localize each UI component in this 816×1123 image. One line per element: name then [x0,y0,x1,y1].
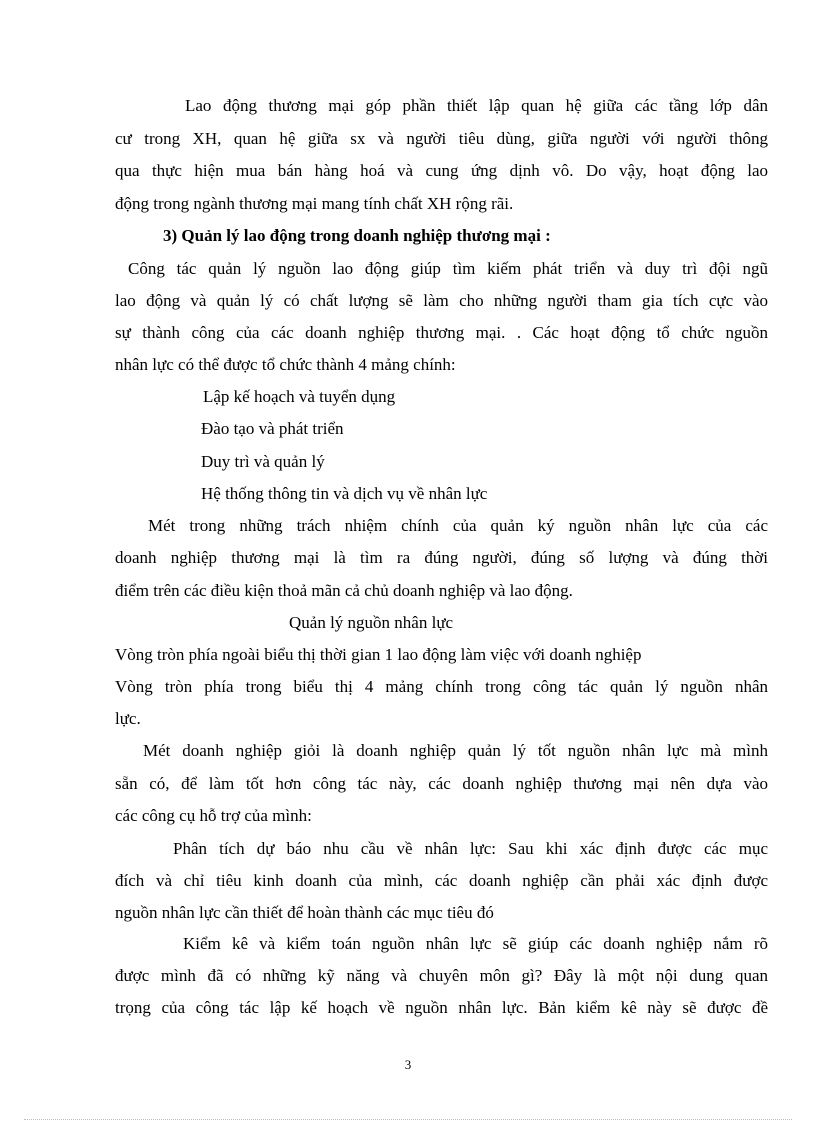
paragraph-2-line-1: Công tác quản lý nguồn lao động giúp tìm kiếm phát triển và duy trì đội ngũ [128,259,768,278]
paragraph-5-line-2: sẵn có, để làm tốt hơn công tác này, các doanh nghiệp thương mại nên dựa vào [115,774,768,793]
paragraph-2-line-4: nhân lực có thể được tổ chức thành 4 mảng chính: [115,355,456,374]
paragraph-6-line-2: đích và chỉ tiêu kinh doanh của mình, các doanh nghiệp cần phải xác định được [115,871,768,890]
paragraph-3-line-1: Mét trong những trách nhiệm chính của quản ký nguồn nhân lực của các [148,516,768,535]
paragraph-5-line-3: các công cụ hỗ trợ của mình: [115,806,312,825]
paragraph-1-line-1: Lao động thương mại góp phần thiết lập quan hệ giữa các tầng lớp dân [185,96,768,115]
paragraph-1-line-2: cư trong XH, quan hệ giữa sx và người tiêu dùng, giữa người với người thông [115,129,768,148]
paragraph-1-line-3: qua thực hiện mua bán hàng hoá và cung ứng dịnh vô. Do vậy, hoạt động lao [115,161,768,180]
paragraph-2-line-2: lao động và quản lý có chất lượng sẽ làm cho những người tham gia tích cực vào [115,291,768,310]
paragraph-2-line-3: sự thành công của các doanh nghiệp thương mại. . Các hoạt động tổ chức nguồn [115,323,768,342]
paragraph-4-line-1: Vòng tròn phía ngoài biểu thị thời gian 1 lao động làm việc với doanh nghiệp [115,645,642,664]
paragraph-4-line-3: lực. [115,709,141,728]
paragraph-6-line-1: Phân tích dự báo nhu cầu về nhân lực: Sau khi xác định được các mục [173,839,768,858]
paragraph-1-line-4: động trong ngành thương mại mang tính chất XH rộng rãi. [115,194,514,213]
list-item: Duy trì và quản lý [201,452,325,471]
diagram-caption: Quản lý nguồn nhân lực [289,613,454,632]
paragraph-3-line-2: doanh nghiệp thương mại là tìm ra đúng người, đúng số lượng và đúng thời [115,548,768,567]
page-number: 3 [404,1057,412,1072]
paragraph-7-line-2: được mình đã có những kỹ năng và chuyên môn gì? Đây là một nội dung quan [115,966,768,985]
list-item: Đào tạo và phát triển [201,419,344,438]
page-bottom-border [24,1119,792,1120]
list-item: Lập kế hoạch và tuyển dụng [203,387,396,406]
paragraph-7-line-3: trọng của công tác lập kế hoạch về nguồn nhân lực. Bản kiểm kê này sẽ được đề [115,998,768,1017]
list-item: Hệ thống thông tin và dịch vụ về nhân lực [201,484,488,503]
paragraph-4-line-2: Vòng tròn phía trong biểu thị 4 mảng chính trong công tác quản lý nguồn nhân [115,677,768,696]
section-heading: 3) Quản lý lao động trong doanh nghiệp thương mại : [163,226,551,245]
paragraph-6-line-3: nguồn nhân lực cần thiết để hoàn thành các mục tiêu đó [115,903,494,922]
paragraph-3-line-3: điểm trên các điều kiện thoả mãn cả chủ doanh nghiệp và lao động. [115,581,573,600]
paragraph-7-line-1: Kiểm kê và kiểm toán nguồn nhân lực sẽ giúp các doanh nghiệp nắm rõ [183,934,768,953]
paragraph-5-line-1: Mét doanh nghiệp giỏi là doanh nghiệp quản lý tốt nguồn nhân lực mà mình [143,741,768,760]
